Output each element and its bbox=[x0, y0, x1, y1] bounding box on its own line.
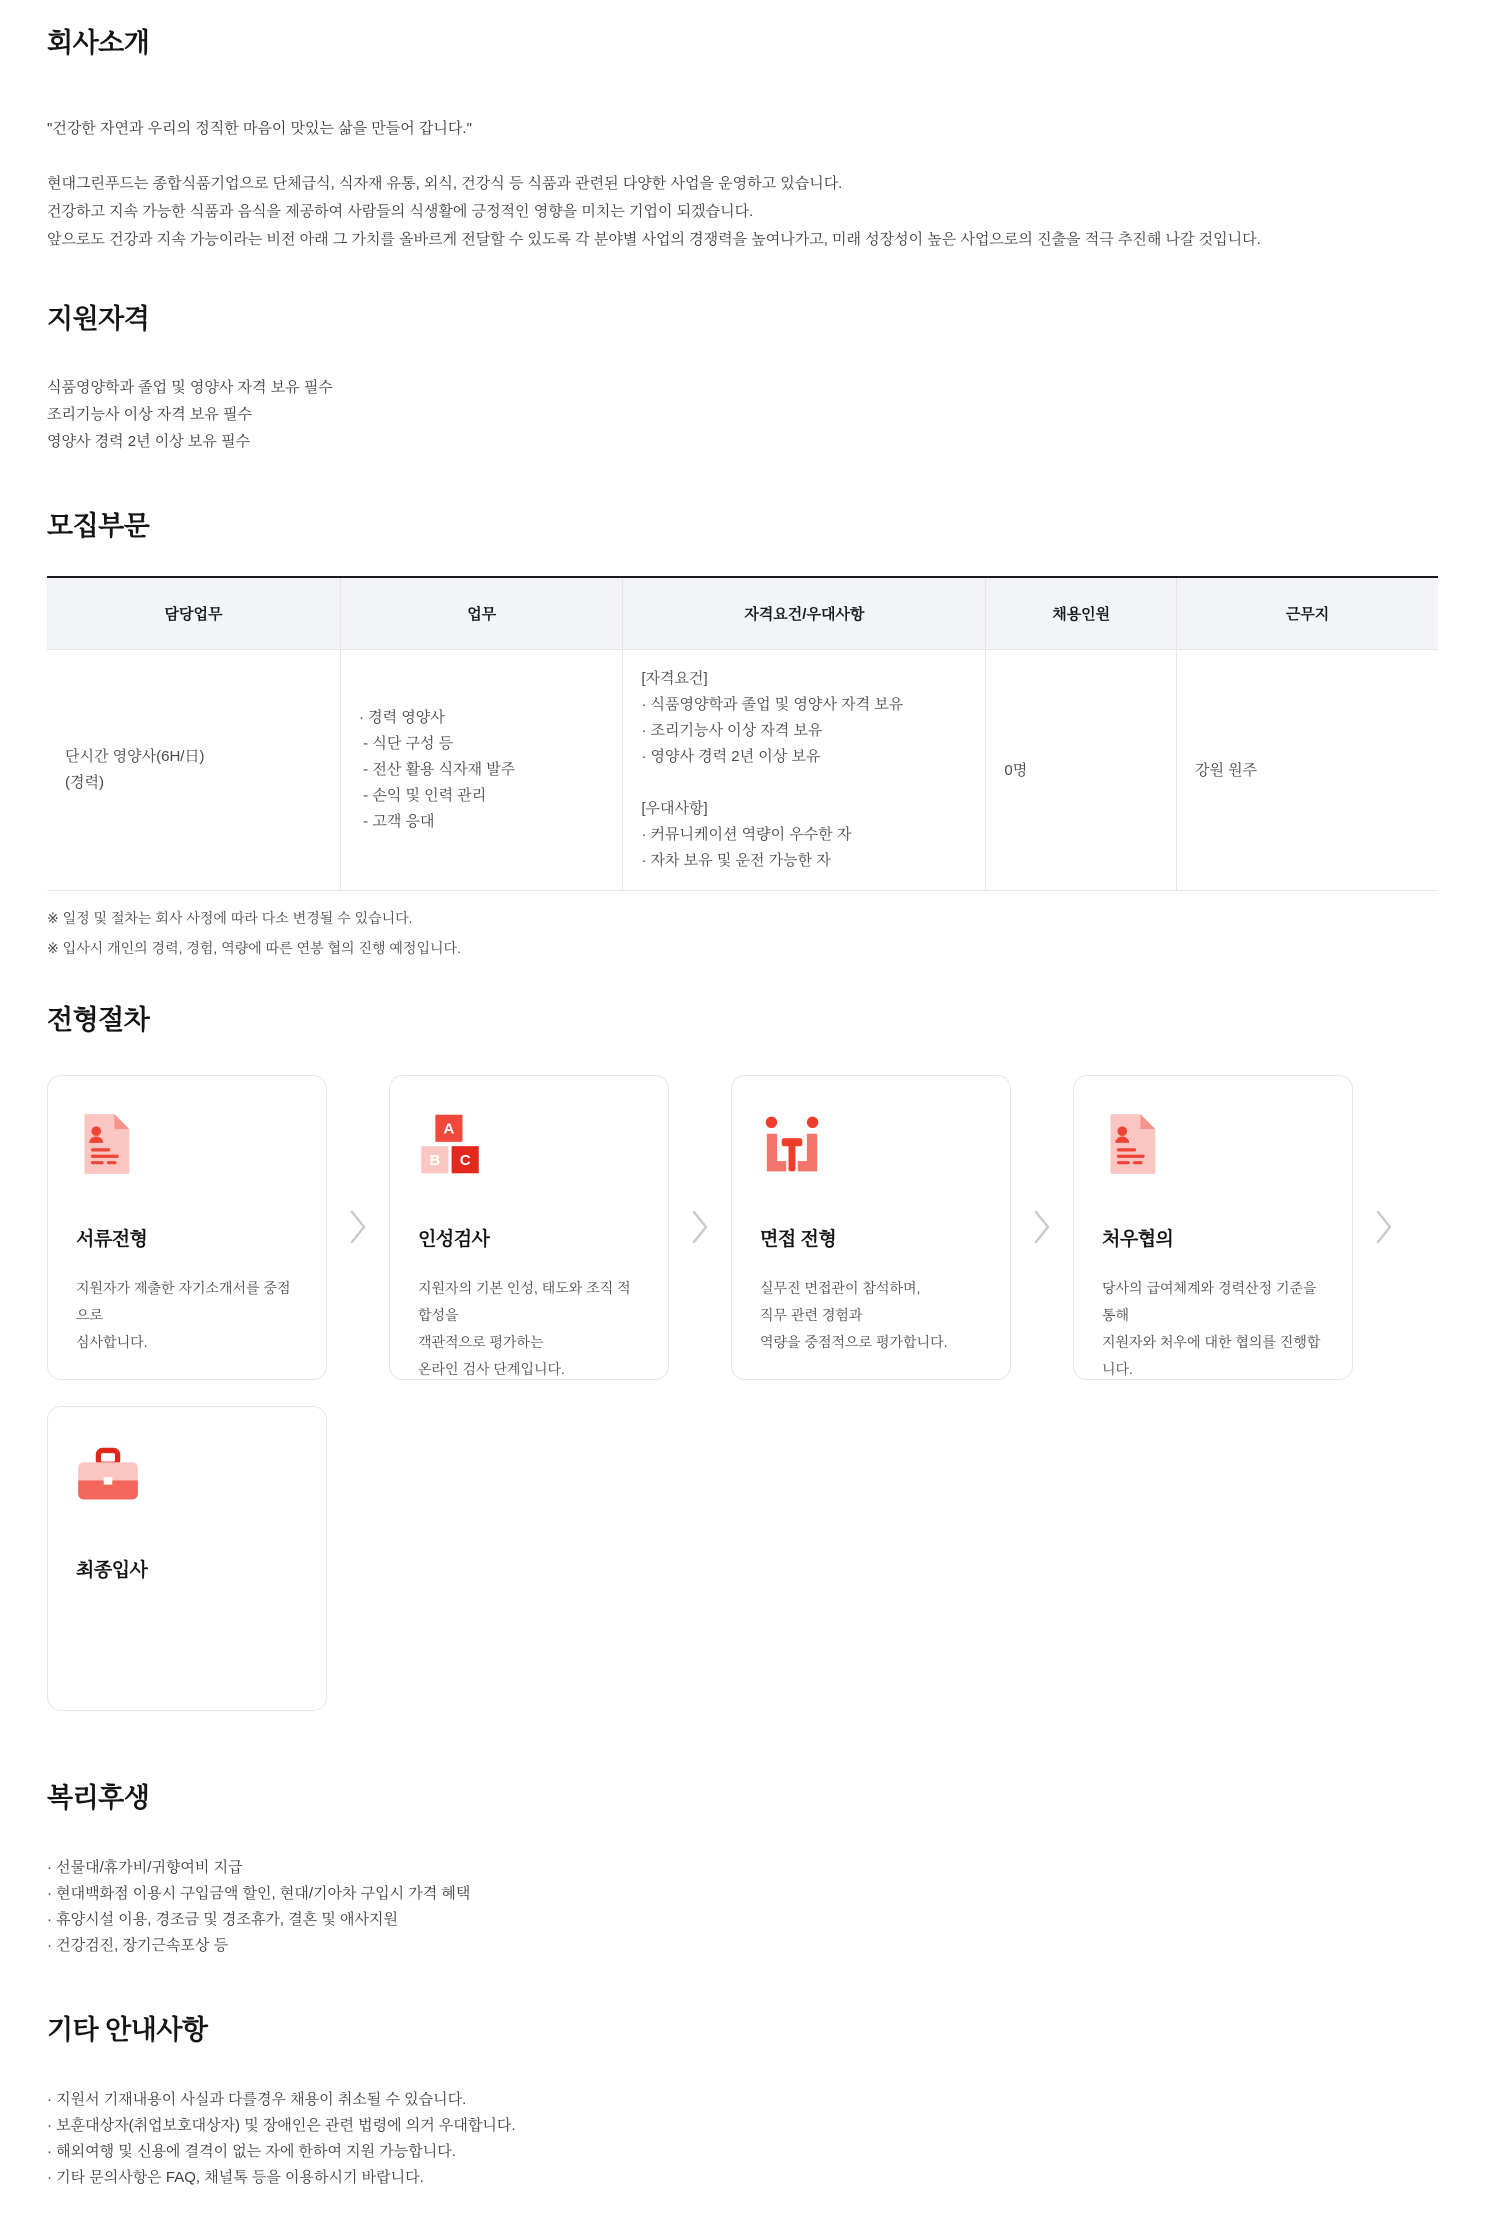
process-cards-row-2 bbox=[47, 1406, 1438, 1711]
benefits-list bbox=[47, 1855, 1438, 1959]
process-step-description bbox=[1102, 1275, 1324, 1383]
job-posting-page bbox=[47, 0, 1438, 2222]
resume-document-icon bbox=[1102, 1112, 1166, 1176]
text-line: · 건강검진, 장기근속포상 등 bbox=[47, 1936, 229, 1954]
text-line: · 경력 영양사 bbox=[359, 708, 445, 726]
text-line: · 영양사 경력 2년 이상 보유 bbox=[641, 747, 821, 765]
text-line: 심사합니다. bbox=[76, 1333, 148, 1350]
process-step-title: 처우협의 bbox=[1102, 1228, 1174, 1250]
text-line: 식품영양학과 졸업 및 영양사 자격 보유 필수 bbox=[47, 379, 333, 396]
cell-headcount: 0명 bbox=[986, 649, 1177, 890]
text-line: · 해외여행 및 신용에 결격이 없는 자에 한하여 지원 가능합니다. bbox=[47, 2142, 456, 2160]
section-title-benefits: 복리후생 bbox=[47, 1782, 150, 1813]
text-line: - 손익 및 인력 관리 bbox=[359, 786, 487, 804]
process-step-description bbox=[76, 1275, 298, 1356]
chevron-right-icon bbox=[1033, 1209, 1051, 1245]
process-step-description bbox=[760, 1275, 982, 1356]
text-line: 앞으로도 건강과 지속 가능이라는 비전 아래 그 가치를 올바르게 전달할 수 있도록 각 분야별 사업의 경쟁력을 높여나가고, 미래 성장성이 높은 사업으로의 진출을 적극 추진해 나갈 것입니다. bbox=[47, 231, 1261, 248]
text-line: ※ 일정 및 절차는 회사 사정에 따라 다소 변경될 수 있습니다. bbox=[47, 909, 413, 926]
qualification-list bbox=[47, 374, 1438, 455]
step-separator bbox=[1353, 1075, 1415, 1380]
company-slogan: "건강한 자연과 우리의 정직한 마음이 맛있는 삶을 만들어 갑니다." bbox=[47, 120, 472, 137]
text-line: 지원자의 기본 인성, 태도와 조직 적합성을 bbox=[418, 1279, 631, 1323]
step-separator bbox=[669, 1075, 731, 1380]
process-step-title: 인성검사 bbox=[418, 1228, 490, 1250]
text-line: - 고객 응대 bbox=[359, 812, 435, 830]
column-header-tasks: 업무 bbox=[341, 577, 623, 649]
table-header-row bbox=[47, 577, 1438, 649]
text-line: 단시간 영양사(6H/日) bbox=[65, 747, 205, 765]
text-line: (경력) bbox=[65, 773, 104, 791]
text-line: [우대사항] bbox=[641, 799, 708, 817]
process-card-compensation-negotiation bbox=[1073, 1075, 1353, 1380]
text-line: · 지원서 기재내용이 사실과 다를경우 채용이 취소될 수 있습니다. bbox=[47, 2090, 467, 2108]
text-line: 역량을 중점적으로 평가합니다. bbox=[760, 1333, 948, 1350]
chevron-right-icon bbox=[349, 1209, 367, 1245]
table-row bbox=[47, 649, 1438, 890]
text-line: 지원자와 처우에 대한 협의를 진행합니다. bbox=[1102, 1333, 1321, 1377]
column-header-location: 근무지 bbox=[1176, 577, 1438, 649]
cell-tasks bbox=[341, 649, 623, 890]
step-separator bbox=[1011, 1075, 1073, 1380]
text-line: 객관적으로 평가하는 bbox=[418, 1333, 544, 1350]
text-line: 지원자가 제출한 자기소개서를 중점으로 bbox=[76, 1279, 291, 1323]
column-header-duty: 담당업무 bbox=[47, 577, 341, 649]
text-line: · 자차 보유 및 운전 가능한 자 bbox=[641, 851, 831, 869]
text-line: · 휴양시설 이용, 경조금 및 경조휴가, 결혼 및 애사지원 bbox=[47, 1910, 398, 1928]
briefcase-icon bbox=[76, 1443, 140, 1507]
text-line: · 커뮤니케이션 역량이 우수한 자 bbox=[641, 825, 852, 843]
column-header-requirements: 자격요건/우대사항 bbox=[623, 577, 986, 649]
text-line: 건강하고 지속 가능한 식품과 음식을 제공하여 사람들의 식생활에 긍정적인 영향을 미치는 기업이 되겠습니다. bbox=[47, 203, 754, 220]
text-line: - 식단 구성 등 bbox=[359, 734, 454, 752]
process-card-interview bbox=[731, 1075, 1011, 1380]
step-separator bbox=[327, 1075, 389, 1380]
process-step-title: 최종입사 bbox=[76, 1559, 148, 1581]
text-line: 영양사 경력 2년 이상 보유 필수 bbox=[47, 433, 251, 450]
text-line: - 전산 활용 식자재 발주 bbox=[359, 760, 516, 778]
process-cards-row-1 bbox=[47, 1075, 1438, 1380]
text-line: 실무진 면접관이 참석하며, bbox=[760, 1279, 921, 1296]
recruitment-table bbox=[47, 576, 1438, 891]
process-step-description bbox=[418, 1275, 640, 1383]
etc-notice-list bbox=[47, 2087, 1438, 2191]
cell-requirements bbox=[623, 649, 986, 890]
table-footnotes bbox=[47, 903, 1438, 963]
section-title-company-intro: 회사소개 bbox=[47, 28, 150, 58]
text-line: · 보훈대상자(취업보호대상자) 및 장애인은 관련 법령에 의거 우대합니다. bbox=[47, 2116, 516, 2134]
text-line bbox=[641, 770, 967, 796]
text-line: · 현대백화점 이용시 구입금액 할인, 현대/기아차 구입시 가격 혜택 bbox=[47, 1884, 471, 1902]
section-title-process: 전형절차 bbox=[47, 1004, 150, 1035]
column-header-headcount: 채용인원 bbox=[986, 577, 1177, 649]
abc-blocks-icon bbox=[418, 1112, 482, 1176]
chevron-right-icon bbox=[1375, 1209, 1393, 1245]
process-step-title: 면접 전형 bbox=[760, 1228, 837, 1250]
resume-document-icon bbox=[76, 1112, 140, 1176]
text-line: ※ 입사시 개인의 경력, 경험, 역량에 따른 연봉 협의 진행 예정입니다. bbox=[47, 939, 461, 956]
interview-table-icon bbox=[760, 1112, 824, 1176]
text-line: · 식품영양학과 졸업 및 영양사 자격 보유 bbox=[641, 695, 904, 713]
chevron-right-icon bbox=[691, 1209, 709, 1245]
process-card-final-join bbox=[47, 1406, 327, 1711]
text-line: · 기타 문의사항은 FAQ, 채널톡 등을 이용하시기 바랍니다. bbox=[47, 2168, 424, 2186]
process-step-title: 서류전형 bbox=[76, 1228, 148, 1250]
section-title-recruit: 모집부문 bbox=[47, 511, 150, 541]
text-line: 현대그린푸드는 종합식품기업으로 단체급식, 식자재 유통, 외식, 건강식 등 식품과 관련된 다양한 사업을 운영하고 있습니다. bbox=[47, 175, 843, 192]
cell-duty bbox=[47, 649, 341, 890]
text-line: 조리기능사 이상 자격 보유 필수 bbox=[47, 406, 253, 423]
text-line: · 선물대/휴가비/귀향여비 지급 bbox=[47, 1858, 243, 1876]
text-line: 당사의 급여체계와 경력산정 기준을 통해 bbox=[1102, 1279, 1321, 1323]
process-card-document-screening bbox=[47, 1075, 327, 1380]
text-line: 온라인 검사 단계입니다. bbox=[418, 1360, 565, 1377]
process-card-personality-test bbox=[389, 1075, 669, 1380]
section-title-qualifications: 지원자격 bbox=[47, 304, 150, 334]
cell-location: 강원 원주 bbox=[1176, 649, 1438, 890]
company-description bbox=[47, 170, 1438, 254]
text-line: 직무 관련 경험과 bbox=[760, 1306, 863, 1323]
section-title-etc-notice: 기타 안내사항 bbox=[47, 2014, 208, 2045]
text-line: [자격요건] bbox=[641, 669, 708, 687]
text-line: · 조리기능사 이상 자격 보유 bbox=[641, 721, 823, 739]
